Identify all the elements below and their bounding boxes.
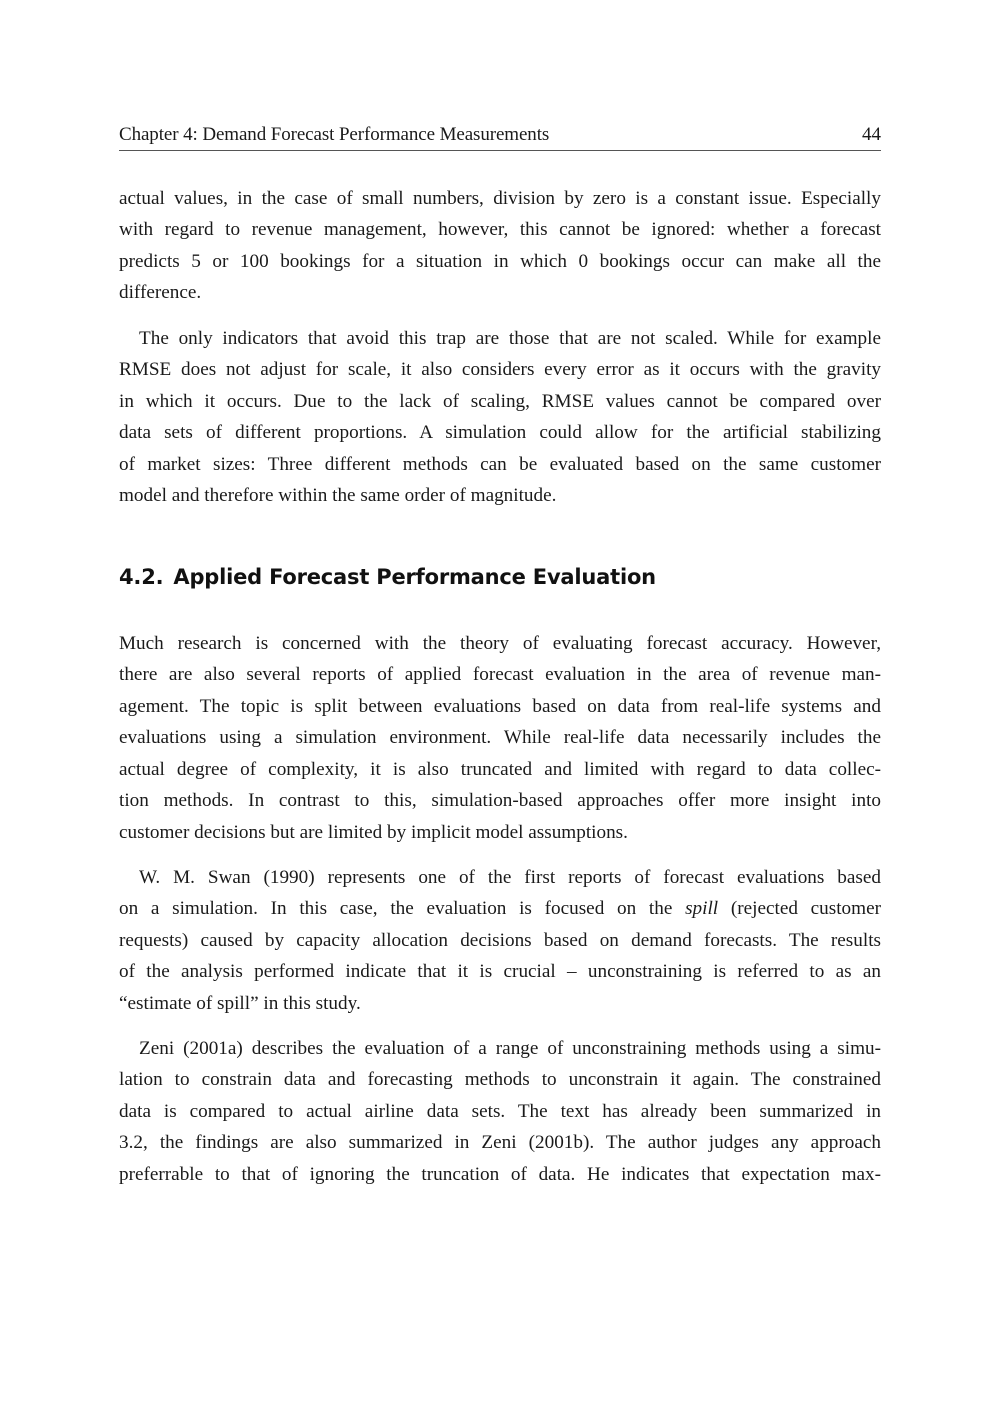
text-line: of the analysis performed indicate that it is crucial – unconstraining is referred to as an xyxy=(119,961,881,982)
chapter-title: Chapter 4: Demand Forecast Performance Measurements xyxy=(119,124,550,145)
section-title: Applied Forecast Performance Evaluation xyxy=(173,565,656,589)
running-header xyxy=(119,122,881,151)
text-line: evaluations using a simulation environment. While real-life data necessarily includes the xyxy=(119,727,881,748)
text-line: in which it occurs. Due to the lack of scaling, RMSE values cannot be compared over xyxy=(119,391,881,412)
section-number: 4.2. xyxy=(119,565,164,589)
text-line: predicts 5 or 100 bookings for a situation in which 0 bookings occur can make all the xyxy=(119,251,881,272)
text-line: 3.2, the findings are also summarized in Zeni (2001b). The author judges any approach xyxy=(119,1132,881,1153)
italic-term-spill: spill xyxy=(685,898,719,919)
section-heading xyxy=(119,563,656,591)
text-line: lation to constrain data and forecasting methods to unconstrain it again. The constrained xyxy=(119,1069,881,1090)
text-segment: (rejected customer xyxy=(718,898,881,919)
text-line: Much research is concerned with the theory of evaluating forecast accuracy. However, xyxy=(119,633,881,654)
text-segment: on a simulation. In this case, the evaluation is focused on the xyxy=(119,898,686,919)
text-line: “estimate of spill” in this study. xyxy=(119,993,361,1014)
text-line: agement. The topic is split between evaluations based on data from real-life systems and xyxy=(119,696,881,717)
text-line: of market sizes: Three different methods can be evaluated based on the same customer xyxy=(119,454,881,475)
text-line: requests) caused by capacity allocation decisions based on demand forecasts. The results xyxy=(119,930,881,951)
text-line: there are also several reports of applied forecast evaluation in the area of revenue man- xyxy=(119,664,881,685)
text-line: Zeni (2001a) describes the evaluation of a range of unconstraining methods using a simu- xyxy=(139,1038,881,1059)
text-line: actual values, in the case of small numbers, division by zero is a constant issue. Especially xyxy=(119,188,881,209)
text-line: The only indicators that avoid this trap are those that are not scaled. While for example xyxy=(139,328,881,349)
text-line: actual degree of complexity, it is also truncated and limited with regard to data collec- xyxy=(119,759,881,780)
text-line: RMSE does not adjust for scale, it also considers every error as it occurs with the gravity xyxy=(119,359,881,380)
text-line: difference. xyxy=(119,282,202,303)
text-line: data is compared to actual airline data sets. The text has already been summarized in xyxy=(119,1101,881,1122)
page-number: 44 xyxy=(862,124,881,145)
text-line: model and therefore within the same order of magnitude. xyxy=(119,485,557,506)
text-line: data sets of different proportions. A simulation could allow for the artificial stabilizing xyxy=(119,422,881,443)
text-line-with-italic xyxy=(119,897,881,921)
text-line: preferrable to that of ignoring the truncation of data. He indicates that expectation max- xyxy=(119,1164,881,1185)
text-line: customer decisions but are limited by implicit model assumptions. xyxy=(119,822,628,843)
text-line: tion methods. In contrast to this, simulation-based approaches offer more insight into xyxy=(119,790,881,811)
text-line: W. M. Swan (1990) represents one of the first reports of forecast evaluations based xyxy=(139,867,881,888)
text-line: with regard to revenue management, however, this cannot be ignored: whether a forecast xyxy=(119,219,881,240)
